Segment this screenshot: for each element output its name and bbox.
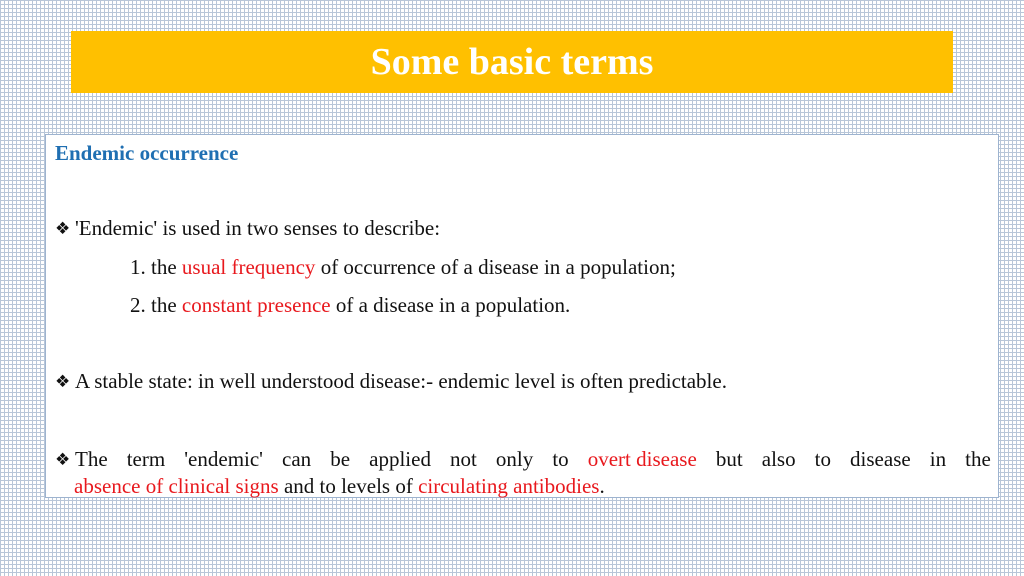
word: in — [929, 447, 947, 471]
highlight-circulating-antibodies: circulating antibodies — [418, 474, 600, 498]
content-box — [45, 134, 999, 498]
word: applied — [369, 447, 431, 471]
slide-title: Some basic terms — [370, 41, 654, 83]
diamond-bullet-icon: ❖ — [55, 372, 71, 392]
list-item-2-highlight: constant presence — [181, 293, 331, 317]
diamond-bullet-icon: ❖ — [55, 219, 71, 239]
word: also — [761, 447, 796, 471]
list-item-1-highlight: usual frequency — [181, 255, 316, 279]
word: be — [330, 447, 351, 471]
word: 'endemic' — [184, 447, 263, 471]
word: the — [965, 447, 991, 471]
section-heading: Endemic occurrence — [55, 141, 239, 165]
word: The — [75, 447, 108, 471]
word: can — [282, 447, 312, 471]
list-item-2-prefix: 2. the — [130, 293, 182, 317]
word: but — [715, 447, 743, 471]
word: to — [552, 447, 569, 471]
list-item-1-suffix: of occurrence of a disease in a population; — [315, 255, 676, 279]
diamond-bullet-icon: ❖ — [55, 450, 71, 470]
bullet-1 — [55, 216, 440, 241]
list-item-2-suffix: of a disease in a population. — [330, 293, 571, 317]
list-item-2 — [130, 293, 570, 318]
highlight-overt-disease: overt disease — [587, 447, 697, 471]
list-item-1-prefix: 1. the — [130, 255, 182, 279]
title-band — [71, 31, 953, 93]
bullet-2 — [55, 369, 727, 394]
list-item-1 — [130, 255, 676, 280]
bullet-3-line-2 — [74, 474, 605, 499]
line2-mid: and to levels of — [278, 474, 419, 498]
highlight-absence-of-clinical-signs: absence of clinical signs — [74, 474, 279, 498]
bullet-1-text: 'Endemic' is used in two senses to describe: — [75, 216, 441, 240]
word: only — [495, 447, 534, 471]
bullet-2-text: A stable state: in well understood disease:- endemic level is often predictable. — [75, 369, 727, 393]
word: not — [450, 447, 477, 471]
word: disease — [850, 447, 911, 471]
bullet-3-line-1 — [55, 447, 991, 472]
line2-end: . — [599, 474, 605, 498]
word: to — [814, 447, 831, 471]
word: term — [126, 447, 166, 471]
